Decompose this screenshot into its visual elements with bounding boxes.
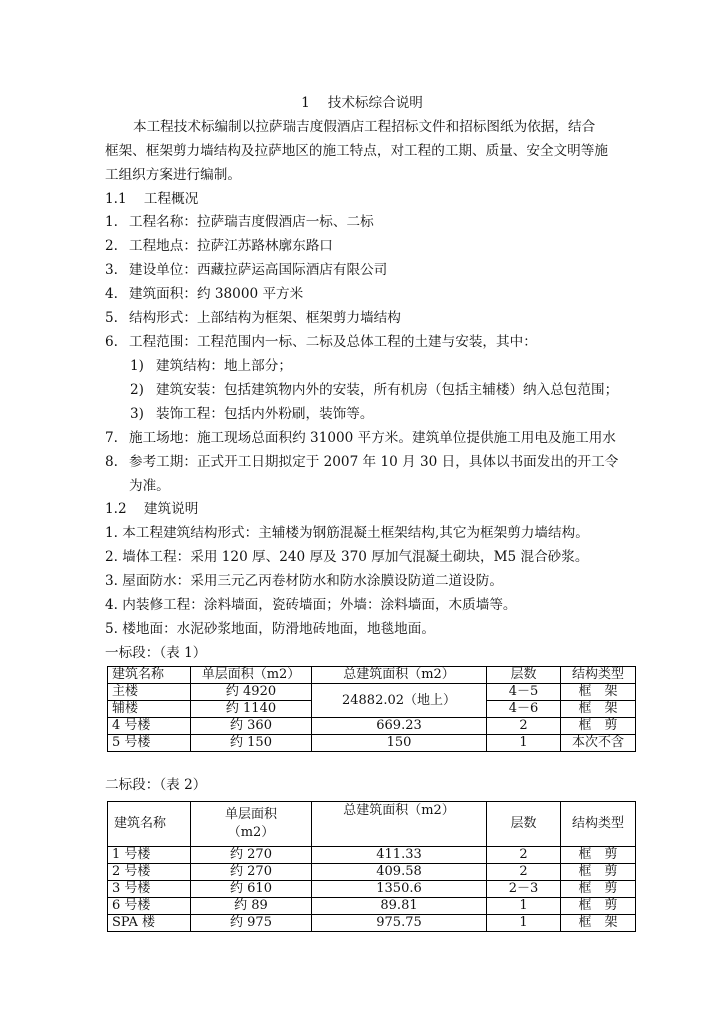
- list-item: 1. 本工程建筑结构形式：主辅楼为钢筋混凝土框架结构,其它为框架剪力墙结构。: [105, 525, 589, 541]
- list-item: 2. 工程地点：拉萨江苏路林廓东路口: [105, 238, 333, 254]
- table-cell: 约 270: [191, 847, 312, 864]
- table-cell: 975.75: [312, 915, 487, 932]
- list-item: 7. 施工场地：施工现场总面积约 31000 平方米。建筑单位提供施工用电及施工用水: [105, 430, 616, 446]
- table-header-cell: 总建筑面积（m2）: [312, 802, 487, 847]
- list-item: 3. 屋面防水：采用三元乙丙卷材防水和防水涂膜设防道二道设防。: [105, 573, 503, 589]
- table-cell: 6 号楼: [108, 898, 191, 915]
- table-header-cell: 建筑名称: [108, 802, 191, 847]
- table-row: [108, 847, 636, 864]
- table-cell: 约 360: [191, 718, 312, 735]
- table-cell: 框 架: [561, 701, 636, 718]
- list-item: 4. 内装修工程：涂料墙面，瓷砖墙面；外墙：涂料墙面，木质墙等。: [105, 597, 517, 613]
- table-cell: 4－6: [487, 701, 561, 718]
- table-header-cell: 单层面积 （m2）: [191, 802, 312, 847]
- list-item-continuation: 为准。: [129, 478, 170, 494]
- table-2: [107, 801, 636, 932]
- table-cell: 2: [487, 718, 561, 735]
- intro-line: 本工程技术标编制以拉萨瑞吉度假酒店工程招标文件和招标图纸为依据，结合: [133, 119, 596, 135]
- table-cell: 约 975: [191, 915, 312, 932]
- table-cell: 框 剪: [561, 898, 636, 915]
- table-cell: 4 号楼: [108, 718, 191, 735]
- table-header-cell: 单层面积（m2）: [191, 667, 312, 684]
- table-header-row: [108, 802, 636, 847]
- table-cell: 2 号楼: [108, 864, 191, 881]
- list-item: 5. 楼地面：水泥砂浆地面，防滑地砖地面，地毯地面。: [105, 621, 435, 637]
- table-header-cell: 结构类型: [561, 667, 636, 684]
- table-cell: 框 剪: [561, 881, 636, 898]
- table-cell: 约 150: [191, 735, 312, 752]
- table-header-cell: 总建筑面积（m2）: [312, 667, 487, 684]
- table-cell: 2: [487, 864, 561, 881]
- table-cell: 1350.6: [312, 881, 487, 898]
- table-cell: 框 架: [561, 915, 636, 932]
- list-item: 3. 建设单位：西藏拉萨运高国际酒店有限公司: [105, 262, 388, 278]
- table-cell: 2－3: [487, 881, 561, 898]
- table-header-cell: 层数: [487, 802, 561, 847]
- table-header-row: [108, 667, 636, 684]
- intro-line: 框架、框架剪力墙结构及拉萨地区的施工特点，对工程的工期、质量、安全文明等施: [105, 143, 608, 159]
- sub-list-item: 1) 建筑结构：地上部分；: [130, 358, 292, 374]
- table-cell: 24882.02（地上）: [312, 684, 487, 718]
- intro-line: 工组织方案进行编制。: [105, 167, 241, 183]
- list-item: 6. 工程范围：工程范围内一标、二标及总体工程的土建与安装，其中：: [105, 334, 537, 350]
- table-cell: 约 4920: [191, 684, 312, 701]
- table-cell: 3 号楼: [108, 881, 191, 898]
- section-heading: 1 技术标综合说明: [301, 95, 423, 111]
- table-cell: 150: [312, 735, 487, 752]
- sub-list-item: 3) 装饰工程：包括内外粉刷，装饰等。: [130, 406, 374, 422]
- table-caption: 二标段：（表 2）: [105, 777, 207, 793]
- table-cell: 1: [487, 915, 561, 932]
- table-cell: 框 剪: [561, 864, 636, 881]
- table-row: [108, 864, 636, 881]
- table-header-cell: 层数: [487, 667, 561, 684]
- table-header-cell: 结构类型: [561, 802, 636, 847]
- table-caption: 一标段：（表 1）: [105, 645, 207, 661]
- list-item: 5. 结构形式：上部结构为框架、框架剪力墙结构: [105, 310, 401, 326]
- table-cell: 1: [487, 898, 561, 915]
- table-cell: 主楼: [108, 684, 191, 701]
- table-cell: 1 号楼: [108, 847, 191, 864]
- sub-list-item: 2) 建筑安装：包括建筑物内外的安装，所有机房（包括主辅楼）纳入总包范围；: [130, 382, 619, 398]
- table-cell: 409.58: [312, 864, 487, 881]
- table-cell: 框 剪: [561, 847, 636, 864]
- table-cell: 89.81: [312, 898, 487, 915]
- table-row: [108, 684, 636, 701]
- table-header-cell: 建筑名称: [108, 667, 191, 684]
- table-cell: 1: [487, 735, 561, 752]
- subsection-heading: 1.1 工程概况: [105, 191, 199, 207]
- table-1: [107, 666, 636, 752]
- table-cell: SPA 楼: [108, 915, 191, 932]
- table-cell: 约 89: [191, 898, 312, 915]
- table-cell: 2: [487, 847, 561, 864]
- table-cell: 约 270: [191, 864, 312, 881]
- table-cell: 约 1140: [191, 701, 312, 718]
- table-cell: 5 号楼: [108, 735, 191, 752]
- table-cell: 411.33: [312, 847, 487, 864]
- table-cell: 4－5: [487, 684, 561, 701]
- list-item: 1. 工程名称：拉萨瑞吉度假酒店一标、二标: [105, 214, 374, 230]
- table-row: [108, 718, 636, 735]
- table-cell: 本次不含: [561, 735, 636, 752]
- table-cell: 框 架: [561, 684, 636, 701]
- subsection-heading: 1.2 建筑说明: [105, 501, 199, 517]
- table-cell: 框 剪: [561, 718, 636, 735]
- table-row: [108, 915, 636, 932]
- table-row: [108, 881, 636, 898]
- list-item: 8. 参考工期：正式开工日期拟定于 2007 年 10 月 30 日，具体以书面发出的开工令: [105, 454, 619, 470]
- table-cell: 669.23: [312, 718, 487, 735]
- table-row: [108, 735, 636, 752]
- list-item: 2. 墙体工程：采用 120 厚、240 厚及 370 厚加气混凝土砌块，M5 混合砂浆。: [105, 549, 589, 565]
- table-row: [108, 898, 636, 915]
- table-cell: 辅楼: [108, 701, 191, 718]
- list-item: 4. 建筑面积：约 38000 平方米: [105, 286, 304, 302]
- table-cell: 约 610: [191, 881, 312, 898]
